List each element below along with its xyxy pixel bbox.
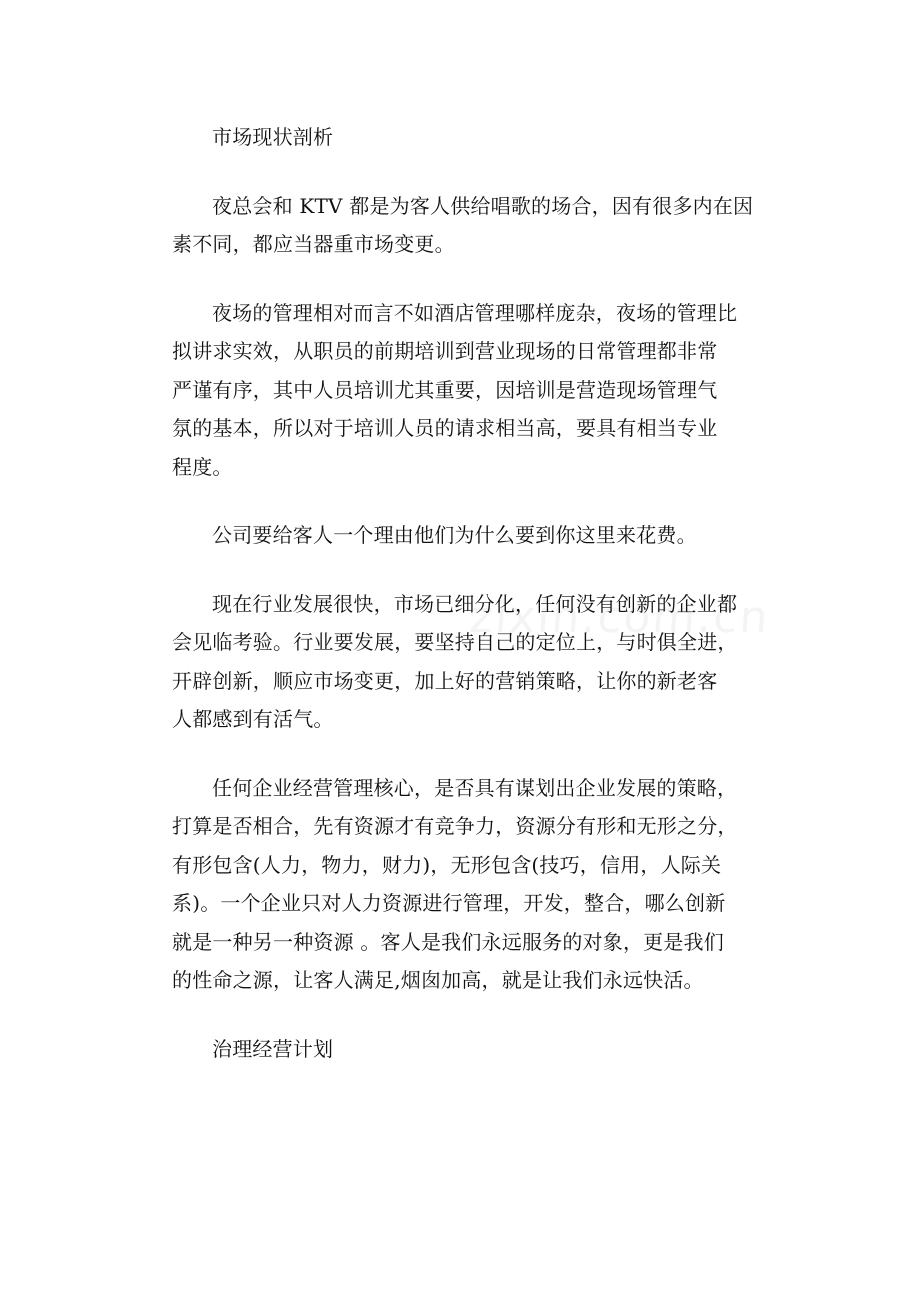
section-heading-plan: 治理经营计划	[212, 1036, 334, 1061]
document-body	[172, 118, 752, 1068]
paragraph-line: 夜总会和 KTV 都是为客人供给唱歌的场合，因有很多内在因	[212, 193, 754, 218]
paragraph-line: 的性命之源，让客人满足,烟囱加高，就是让我们永远快活。	[172, 968, 704, 992]
paragraph-gap	[172, 486, 752, 516]
paragraph-gap	[172, 157, 752, 187]
paragraph-line: 就是一种另一种资源 。客人是我们永远服务的对象，更是我们	[172, 929, 724, 954]
paragraph-line: 打算是否相合，先有资源才有竞争力，资源分有形和无形之分，	[172, 814, 738, 838]
paragraph-line: 人都感到有活气。	[172, 707, 334, 731]
paragraph-line: 会见临考验。行业要发展，要坚持自己的定位上，与时俱全进，	[172, 630, 738, 654]
paragraph-2	[172, 294, 752, 487]
paragraph-line: 系)。一个企业只对人力资源进行管理，开发，整合，哪么创新	[172, 891, 726, 915]
paragraph-line: 开辟创新，顺应市场变更，加上好的营销策略，让你的新老客	[172, 668, 718, 693]
paragraph-gap	[172, 739, 752, 769]
paragraph-3	[172, 516, 752, 555]
paragraph-line: 程度。	[172, 454, 233, 479]
paragraph-line: 现在行业发展很快，市场已细分化，任何没有创新的企业都	[212, 591, 738, 616]
paragraph-line: 夜场的管理相对而言不如酒店管理哪样庞杂，夜场的管理比	[212, 300, 738, 325]
paragraph-5	[172, 769, 752, 1000]
paragraph-gap	[172, 555, 752, 585]
paragraph-line: 严谨有序，其中人员培训尤其重要，因培训是营造现场管理气	[172, 377, 718, 402]
paragraph-line: 氛的基本，所以对于培训人员的请求相当高，要具有相当专业	[172, 416, 718, 440]
paragraph-gap	[172, 1000, 752, 1030]
paragraph-gap	[172, 264, 752, 294]
paragraph-line: 拟讲求实效，从职员的前期培训到营业现场的日常管理都非常	[172, 339, 718, 363]
section-heading-market: 市场现状剖析	[212, 125, 334, 149]
paragraph-line: 素不同，都应当器重市场变更。	[172, 232, 455, 256]
paragraph-4	[172, 585, 752, 739]
paragraph-line: 任何企业经营管理核心，是否具有谋划出企业发展的策略，	[212, 775, 738, 800]
paragraph-line: 公司要给客人一个理由他们为什么要到你这里来花费。	[212, 523, 697, 547]
paragraph-1	[172, 187, 752, 264]
paragraph-line: 有形包含(人力，物力，财力)，无形包含(技巧，信用，人际关	[172, 852, 722, 877]
